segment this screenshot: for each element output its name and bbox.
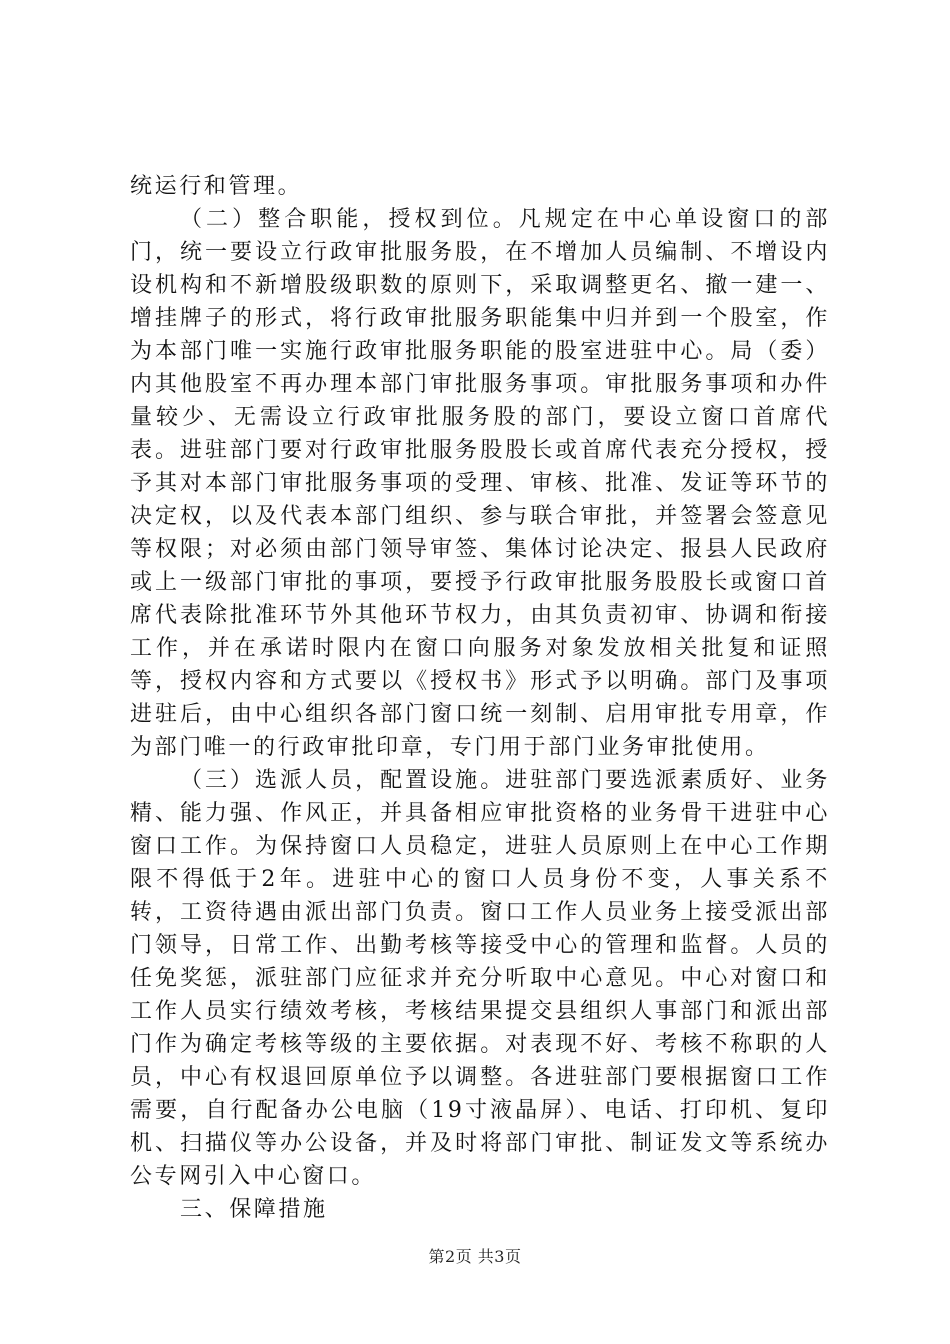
section-heading-safeguards: 三、保障措施	[180, 1197, 328, 1222]
paragraph-section-three: （三）选派人员，配置设施。进驻部门要选派素质好、业务精、能力强、作风正，并具备相应审批资格的业务骨干进驻中心窗口工作。为保持窗口人员稳定，进驻人员原则上在中心工作期限不得低于2年。进驻中心的窗口人员身份不变，人事关系不转，工资待遇由派出部门负责。窗口工作人员业务上接受派出部门领导，日常工作、出勤考核等接受中心的管理和监督。人员的任免奖惩，派驻部门应征求并充分听取中心意见。中心对窗口和工作人员实行绩效考核，考核结果提交县组织人事部门和派出部门作为确定考核等级的主要依据。对表现不好、考核不称职的人员，中心有权退回原单位予以调整。各进驻部门要根据窗口工作需要，自行配备办公电脑（19寸液晶屏）、电话、打印机、复印机、扫描仪等办公设备，并及时将部门审批、制证发文等系统办公专网引入中心窗口。	[130, 768, 830, 1189]
paragraph-continuation: 统运行和管理。	[130, 174, 303, 199]
page-footer: 第2页 共3页	[428, 1247, 522, 1266]
paragraph-section-two: （二）整合职能，授权到位。凡规定在中心单设窗口的部门，统一要设立行政审批服务股，在不增加人员编制、不增设内设机构和不新增股级职数的原则下，采取调整更名、撤一建一、增挂牌子的形式，将行政审批服务职能集中归并到一个股室，作为本部门唯一实施行政审批服务职能的股室进驻中心。局（委）内其他股室不再办理本部门审批服务事项。审批服务事项和办件量较少、无需设立行政审批服务股的部门，要设立窗口首席代表。进驻部门要对行政审批服务股股长或首席代表充分授权，授予其对本部门审批服务事项的受理、审核、批准、发证等环节的决定权，以及代表本部门组织、参与联合审批，并签署会签意见等权限；对必须由部门领导审签、集体讨论决定、报县人民政府或上一级部门审批的事项，要授予行政审批服务股股长或窗口首席代表除批准环节外其他环节权力，由其负责初审、协调和衔接工作，并在承诺时限内在窗口向服务对象发放相关批复和证照等，授权内容和方式要以《授权书》形式予以明确。部门及事项进驻后，由中心组织各部门窗口统一刻制、启用审批专用章，作为部门唯一的行政审批印章，专门用于部门业务审批使用。	[130, 207, 830, 760]
document-body	[130, 170, 830, 1226]
